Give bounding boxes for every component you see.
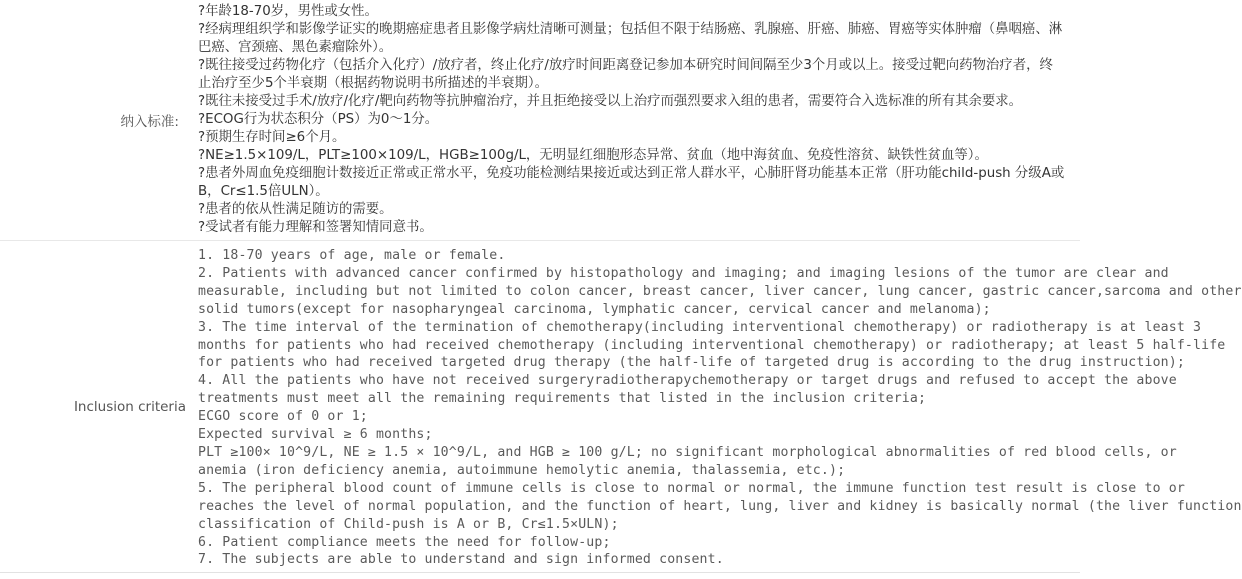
criteria-cn-line: ?经病理组织学和影像学证实的晚期癌症患者且影像学病灶清晰可测量；包括但不限于结肠癌、乳腺癌、肝癌、肺癌、胃癌等实体肿瘤（鼻咽癌、淋 (198, 22, 1063, 37)
criteria-en-line: 3. The time interval of the termination of chemotherapy(including interventional chemotherapy) or radiotherapy is at least 3 (198, 319, 1202, 335)
inclusion-criteria-cn-text (198, 0, 1080, 240)
criteria-en-line: ECGO score of 0 or 1; (198, 409, 368, 425)
inclusion-criteria-cn-label: 纳入标准: (120, 114, 179, 130)
criteria-cn-line: ?既往未接受过手术/放疗/化疗/靶向药物等抗肿瘤治疗，并且拒绝接受以上治疗而强烈要求入组的患者，需要符合入选标准的所有其余要求。 (198, 94, 1023, 109)
inclusion-criteria-en-text (198, 241, 1242, 572)
criteria-en-line: for patients who had received targeted drug therapy (the half-life of targeted drug is according to the drug instruction); (198, 355, 1185, 371)
criteria-cn-line: ?NE≥1.5×109/L，PLT≥100×109/L，HGB≥100g/L，无明显红细胞形态异常、贫血（地中海贫血、免疫性溶贫、缺铁性贫血等）。 (198, 148, 988, 163)
criteria-cn-line: ?患者外周血免疫细胞计数接近正常或正常水平，免疫功能检测结果接近或达到正常人群水平，心肺肝肾功能基本正常（肝功能child-push 分级A或 (198, 166, 1065, 181)
criteria-cn-line: ?受试者有能力理解和签署知情同意书。 (198, 220, 433, 235)
criteria-en-line: 5. The peripheral blood count of immune cells is close to normal or normal, the immune function test result is close to or (198, 480, 1185, 496)
inclusion-criteria-en-row (0, 240, 1242, 572)
criteria-en-line: treatments must meet all the remaining requirements that listed in the inclusion criteria; (198, 391, 927, 407)
criteria-en-line: 1. 18-70 years of age, male or female. (198, 248, 506, 263)
criteria-en-line: 2. Patients with advanced cancer confirmed by histopathology and imaging; and imaging lesions of the tumor are clear and (198, 265, 1169, 281)
criteria-en-line: classification of Child-push is A or B, Cr≤1.5×ULN); (198, 516, 619, 532)
criteria-cn-line: 巴癌、宫颈癌、黑色素瘤除外）。 (198, 40, 393, 55)
table-bottom-border (0, 572, 1080, 573)
criteria-cn-line: ?年龄18-70岁，男性或女性。 (198, 4, 378, 19)
criteria-cn-line: ?患者的依从性满足随访的需要。 (198, 202, 393, 217)
criteria-en-line: Expected survival ≥ 6 months; (198, 427, 433, 443)
criteria-cn-line: ?既往接受过药物化疗（包括介入化疗）/放疗者，终止化疗/放疗时间距离登记参加本研究时间间隔至少3个月或以上。接受过靶向药物治疗者，终 (198, 58, 1053, 73)
criteria-en-line: months for patients who had received chemotherapy (including interventional chemotherapy) or radiotherapy; at least 5 half-life (198, 337, 1226, 353)
inclusion-criteria-en-label: Inclusion criteria (73, 398, 186, 415)
criteria-cn-line: B，Cr≤1.5倍ULN）。 (198, 184, 329, 199)
criteria-cn-line: ?预期生存时间≥6个月。 (198, 130, 346, 145)
criteria-en-line: 7. The subjects are able to understand and sign informed consent. (198, 552, 724, 568)
label-cell-en (0, 241, 198, 572)
criteria-en-line: 6. Patient compliance meets the need for follow-up; (198, 534, 611, 550)
criteria-en-line: reaches the level of normal population, and the function of heart, lung, liver and kidney is basically normal (the liver function (198, 498, 1242, 514)
criteria-en-line: solid tumors(except for nasopharyngeal carcinoma, lymphatic cancer, cervical cancer and melanoma); (198, 301, 991, 317)
criteria-cn-line: ?ECOG行为状态积分（PS）为0～1分。 (198, 112, 439, 127)
label-cell-cn (0, 0, 198, 240)
criteria-en-line: 4. All the patients who have not received surgeryradiotherapychemotherapy or target drugs and refused to accept the above (198, 373, 1177, 389)
criteria-en-line: PLT ≥100× 10^9/L, NE ≥ 1.5 × 10^9/L, and HGB ≥ 100 g/L; no significant morphological abnormalities of red blood cells, or (198, 444, 1177, 460)
criteria-en-line: measurable, including but not limited to colon cancer, breast cancer, liver cancer, lung cancer, gastric cancer,sarcoma and other (198, 283, 1242, 299)
inclusion-criteria-cn-row (0, 0, 1080, 240)
criteria-cn-line: 止治疗至少5个半衰期（根据药物说明书所描述的半衰期）。 (198, 76, 548, 91)
criteria-en-line: anemia (iron deficiency anemia, autoimmune hemolytic anemia, thalassemia, etc.); (198, 462, 846, 478)
